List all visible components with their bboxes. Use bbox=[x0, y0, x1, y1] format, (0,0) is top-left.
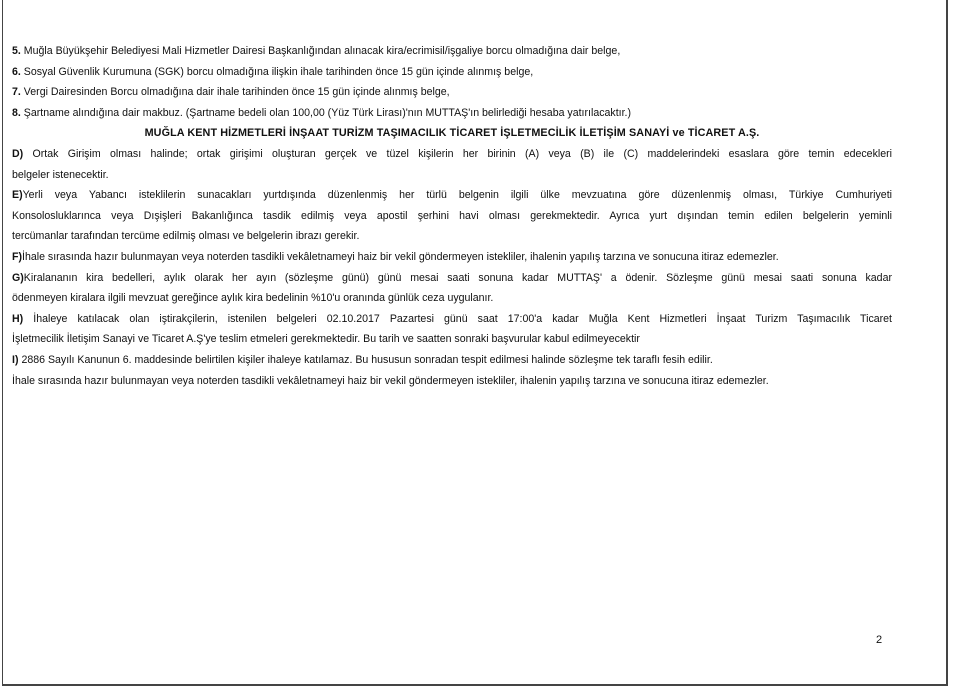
list-item bbox=[12, 82, 892, 103]
company-heading: MUĞLA KENT HİZMETLERİ İNŞAAT TURİZM TAŞIMACILIK TİCARET İŞLETMECİLİK İLETİŞİM SANAYİ ve TİCARET A.Ş. bbox=[144, 127, 760, 140]
item-number: 7. bbox=[12, 86, 21, 99]
clause-h-line: İşletmecilik İletişim Sanayi ve Ticaret A.Ş'ye teslim etmeleri gerekmektedir. Bu tarih ve saatten sonraki başvurular kabul edilmeyecektir bbox=[12, 333, 640, 346]
list-item bbox=[12, 41, 892, 62]
item-text: Şartname alındığına dair makbuz. (Şartname bedeli olan 100,00 (Yüz Türk Lirası)'nın MUTTAŞ'ın belirlediği hesaba yatırılacaktır.) bbox=[23, 106, 631, 119]
clause-label: E) bbox=[12, 189, 23, 202]
clause-text: İhaleye katılacak olan iştirakçilerin, istenilen belgeleri 02.10.2017 Pazartesi günü saat 17:00'a kadar Muğla Kent Hizmetleri İnşaat Turizm Taşımacılık Ticaret bbox=[33, 312, 892, 325]
clause-i-line bbox=[12, 350, 892, 371]
clause-g-line bbox=[12, 268, 892, 289]
item-text: Muğla Büyükşehir Belediyesi Mali Hizmetler Dairesi Başkanlığından alınacak kira/ecrimisil/işgaliye borcu olmadığına dair belge, bbox=[23, 45, 621, 57]
clause-e-line: tercümanlar tarafından tercüme edilmiş olması ve belgelerin ibrazı gerekir. bbox=[12, 230, 360, 243]
clause-label: H) bbox=[12, 312, 24, 325]
document-body bbox=[12, 41, 892, 391]
page-number: 2 bbox=[876, 634, 883, 646]
clause-label: G) bbox=[12, 271, 24, 284]
item-number: 6. bbox=[12, 65, 21, 78]
closing-note: İhale sırasında hazır bulunmayan veya noterden tasdikli vekâletnameyi haiz bir vekil göndermeyen istekliler, ihalenin yapılış tarzına ve sonucuna itiraz edemezler. bbox=[12, 374, 769, 387]
clause-e-line: Konsolosluklarınca veya Dışişleri Bakanlığınca tasdik edilmiş veya apostil şerhini havi olması gerekmektedir. Ayrıca yurt dışından temin edilen belgelerin yeminli bbox=[12, 209, 892, 222]
item-text: Vergi Dairesinden Borcu olmadığına dair ihale tarihinden önce 15 gün içinde alınmış belge, bbox=[23, 86, 450, 99]
clause-g-line: ödenmeyen kiralara ilgili mevzuat gereğince aylık kira bedelinin %10'u oranında günlük ceza uygulanır. bbox=[12, 292, 494, 305]
item-number: 5. bbox=[12, 45, 21, 57]
clause-label: D) bbox=[12, 147, 24, 160]
clause-text: 2886 Sayılı Kanunun 6. maddesinde belirtilen kişiler ihaleye katılamaz. Bu hususun sonradan tespit edilmesi halinde sözleşme tek taraflı fesih edilir. bbox=[21, 353, 713, 366]
clause-label: F) bbox=[12, 250, 22, 263]
clause-text: Kiralananın kira bedelleri, aylık olarak her ayın (sözleşme günü) günü mesai saati sonuna kadar MUTTAŞ' a ödenir. Sözleşme günü mesai saati sonuna kadar bbox=[23, 271, 892, 284]
list-item bbox=[12, 103, 892, 124]
clause-h-line bbox=[12, 309, 892, 330]
clause-text: Yerli veya Yabancı isteklilerin sunacakları yurtdışında düzenlenmiş her türlü belgenin ilgili ülke mevzuatına göre düzenlenmiş olması, Türkiye Cumhuriyeti bbox=[22, 189, 892, 202]
clause-text: Ortak Girişim olması halinde; ortak girişimi oluşturan gerçek ve tüzel kişilerin her birinin (A) veya (B) ile (C) maddelerindeki esaslara göre temin edecekleri bbox=[32, 147, 892, 160]
clause-label: I) bbox=[12, 353, 19, 366]
item-number: 8. bbox=[12, 106, 21, 119]
clause-text: İhale sırasında hazır bulunmayan veya noterden tasdikli vekâletnameyi haiz bir vekil göndermeyen istekliler, ihalenin yapılış tarzına ve sonucuna itiraz edemezler. bbox=[22, 250, 779, 263]
list-item bbox=[12, 62, 892, 83]
clause-f-line bbox=[12, 247, 892, 268]
item-text: Sosyal Güvenlik Kurumuna (SGK) borcu olmadığına ilişkin ihale tarihinden önce 15 gün içinde alınmış belge, bbox=[23, 65, 534, 78]
clause-d-line: belgeler istenecektir. bbox=[12, 168, 109, 181]
clause-d-line bbox=[12, 144, 892, 165]
clause-e-line bbox=[12, 185, 892, 206]
